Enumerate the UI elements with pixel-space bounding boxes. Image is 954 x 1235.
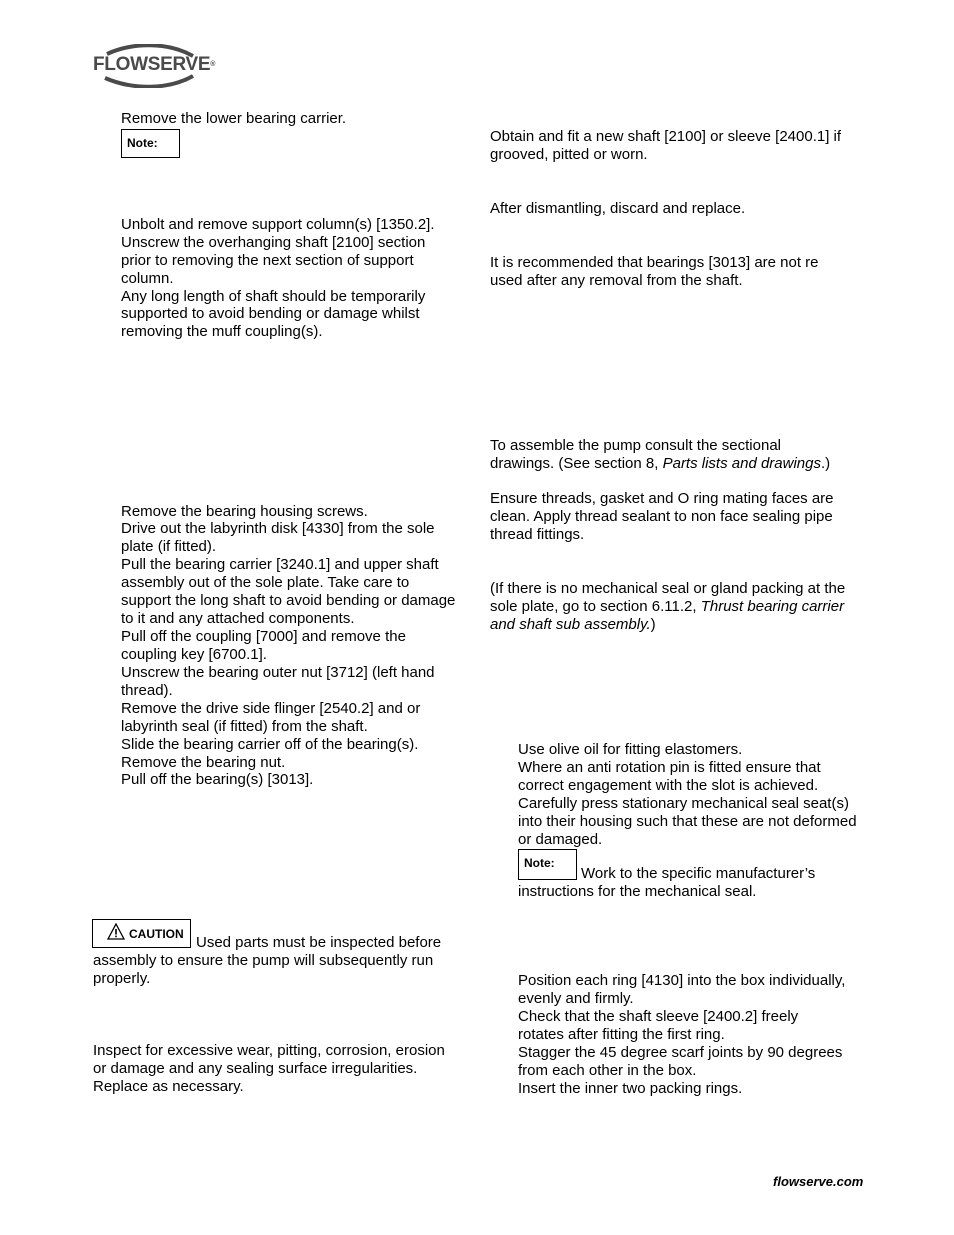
footer-url: flowserve.com xyxy=(773,1174,864,1189)
text-line: Slide the bearing carrier off of the bearing(s). xyxy=(121,736,419,753)
text-line: Insert the inner two packing rings. xyxy=(518,1080,743,1097)
text-line: Use olive oil for fitting elastomers. xyxy=(518,741,743,758)
text-line: removing the muff coupling(s). xyxy=(121,323,323,340)
text-line: supported to avoid bending or damage whilst xyxy=(121,305,420,322)
text-line: Carefully press stationary mechanical seal seat(s) xyxy=(518,795,849,812)
text-line: and shaft sub assembly.) xyxy=(490,616,656,633)
text-line: thread). xyxy=(121,682,173,699)
text-line: Replace as necessary. xyxy=(93,1078,244,1095)
text-line: Remove the drive side flinger [2540.2] and or xyxy=(121,700,421,717)
text-line: prior to removing the next section of support xyxy=(121,252,414,269)
text-line: evenly and firmly. xyxy=(518,990,634,1007)
flowserve-logo xyxy=(93,44,216,88)
caution-box xyxy=(92,919,191,948)
text-line: labyrinth seal (if fitted) from the shaft. xyxy=(121,718,368,735)
text-line: To assemble the pump consult the sectional xyxy=(490,437,781,454)
text-line: to it and any attached components. xyxy=(121,610,355,627)
text-line: Stagger the 45 degree scarf joints by 90 degrees xyxy=(518,1044,843,1061)
text-line: from each other in the box. xyxy=(518,1062,697,1079)
text-line: Check that the shaft sleeve [2400.2] freely xyxy=(518,1008,799,1025)
text-line: used after any removal from the shaft. xyxy=(490,272,743,289)
warning-triangle-icon xyxy=(107,923,125,941)
text-line: Any long length of shaft should be temporarily xyxy=(121,288,426,305)
text-line: Pull off the coupling [7000] and remove the xyxy=(121,628,406,645)
text-line: (If there is no mechanical seal or gland packing at the xyxy=(490,580,846,597)
left-p1-line: Remove the lower bearing carrier. xyxy=(121,110,347,127)
text-line: plate (if fitted). xyxy=(121,538,217,555)
text-line: Inspect for excessive wear, pitting, corrosion, erosion xyxy=(93,1042,445,1059)
text-line: or damage and any sealing surface irregularities. xyxy=(93,1060,418,1077)
text-line: thread fittings. xyxy=(490,526,585,543)
text-line: After dismantling, discard and replace. xyxy=(490,200,746,217)
text-line: Unscrew the bearing outer nut [3712] (left hand xyxy=(121,664,435,681)
text-line: properly. xyxy=(93,970,151,987)
text-line: Obtain and fit a new shaft [2100] or sleeve [2400.1] if xyxy=(490,128,842,145)
logo-text: FLOWSERVE® xyxy=(93,54,216,75)
text-line: assembly out of the sole plate. Take care to xyxy=(121,574,410,591)
text-line: column. xyxy=(121,270,174,287)
text-line: sole plate, go to section 6.11.2, Thrust bearing carrier xyxy=(490,598,845,615)
text-line: Unscrew the overhanging shaft [2100] section xyxy=(121,234,426,251)
text-line: into their housing such that these are not deformed xyxy=(518,813,857,830)
text-line: Where an anti rotation pin is fitted ensure that xyxy=(518,759,821,776)
text-line: Used parts must be inspected before xyxy=(196,934,442,951)
text-line: drawings. (See section 8, Parts lists and drawings.) xyxy=(490,455,831,472)
note-box: Note: xyxy=(518,849,577,880)
text-line: clean. Apply thread sealant to non face sealing pipe xyxy=(490,508,833,525)
text-line: rotates after fitting the first ring. xyxy=(518,1026,725,1043)
text-line: Pull off the bearing(s) [3013]. xyxy=(121,771,314,788)
text-line: Unbolt and remove support column(s) [1350.2]. xyxy=(121,216,435,233)
text-line: or damaged. xyxy=(518,831,603,848)
text-line: Position each ring [4130] into the box individually, xyxy=(518,972,846,989)
text-line: instructions for the mechanical seal. xyxy=(518,883,757,900)
text-line: grooved, pitted or worn. xyxy=(490,146,648,163)
text-line: correct engagement with the slot is achieved. xyxy=(518,777,819,794)
note-box: Note: xyxy=(121,129,180,158)
text-line: Drive out the labyrinth disk [4330] from the sole xyxy=(121,520,435,537)
text-line: Pull the bearing carrier [3240.1] and upper shaft xyxy=(121,556,439,573)
caution-label: CAUTION xyxy=(129,927,184,941)
text-line: Remove the bearing nut. xyxy=(121,754,286,771)
text-line: support the long shaft to avoid bending or damage xyxy=(121,592,456,609)
text-line: assembly to ensure the pump will subsequently run xyxy=(93,952,434,969)
text-line: coupling key [6700.1]. xyxy=(121,646,267,663)
text-line: It is recommended that bearings [3013] are not re xyxy=(490,254,819,271)
text-line: Ensure threads, gasket and O ring mating faces are xyxy=(490,490,834,507)
text-line: Remove the bearing housing screws. xyxy=(121,503,368,520)
text-line: Work to the specific manufacturer’s xyxy=(581,865,816,882)
